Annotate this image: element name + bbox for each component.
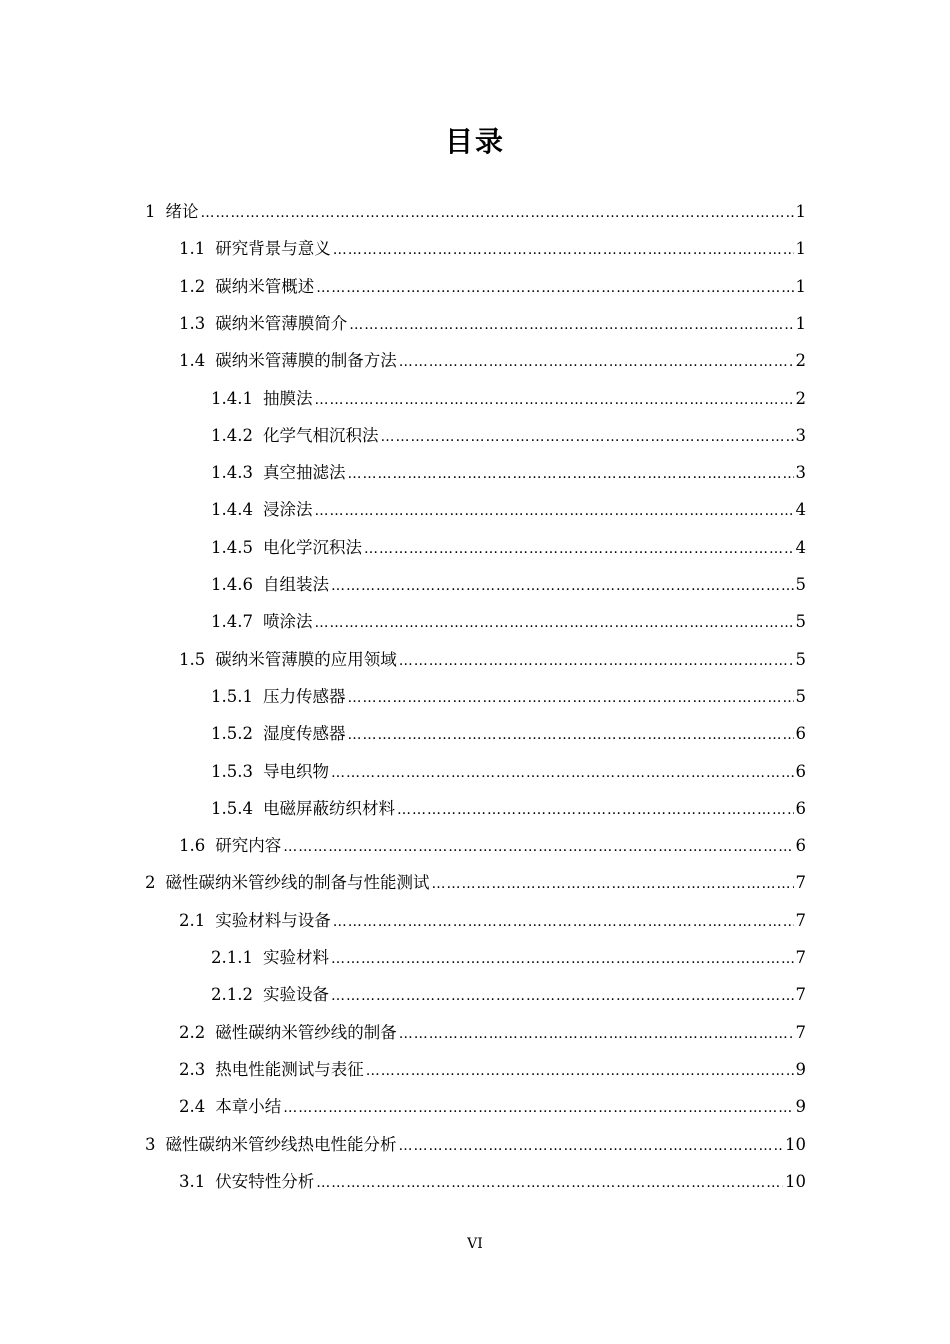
toc-entry-number: 2 bbox=[145, 873, 156, 893]
toc-entry-page: 1 bbox=[795, 276, 806, 296]
toc-entry-number: 1.5 bbox=[179, 649, 206, 669]
dot-leader bbox=[347, 727, 793, 743]
toc-entry-title: 实验设备 bbox=[262, 985, 329, 1005]
toc-entry[interactable] bbox=[179, 347, 806, 371]
toc-entry-title: 本章小结 bbox=[215, 1097, 282, 1117]
dot-leader bbox=[399, 354, 794, 370]
toc-entry-number: 1 bbox=[145, 202, 156, 221]
toc-entry-number: 1.5.3 bbox=[211, 761, 253, 781]
dot-leader bbox=[347, 690, 793, 706]
toc-entry-page: 10 bbox=[785, 1134, 806, 1154]
dot-leader bbox=[399, 1138, 784, 1154]
toc-entry-number: 1.5.4 bbox=[211, 798, 253, 818]
page-number: VI bbox=[467, 1236, 483, 1252]
toc-entry-page: 7 bbox=[795, 910, 806, 930]
toc-entry-page: 7 bbox=[795, 1022, 806, 1042]
toc-entry-title: 绪论 bbox=[165, 202, 199, 221]
dot-leader bbox=[333, 914, 794, 930]
toc-entry[interactable] bbox=[179, 832, 806, 856]
toc-entry-number: 1.4 bbox=[179, 351, 206, 371]
toc-entry-page: 9 bbox=[795, 1097, 806, 1117]
toc-entry-number: 1.4.5 bbox=[211, 537, 253, 557]
toc-entry-page: 9 bbox=[795, 1059, 806, 1079]
dot-leader bbox=[380, 429, 793, 445]
toc-entry-title: 碳纳米管薄膜的应用领域 bbox=[215, 649, 397, 669]
toc-entry-page: 5 bbox=[795, 686, 806, 706]
dot-leader bbox=[364, 541, 794, 557]
toc-entry-title: 浸涂法 bbox=[262, 500, 313, 520]
toc-entry-page: 6 bbox=[795, 761, 806, 781]
toc-entry-title: 电磁屏蔽纺织材料 bbox=[262, 798, 395, 818]
toc-entry-page: 1 bbox=[795, 313, 806, 333]
dot-leader bbox=[314, 615, 793, 631]
toc-entry-number: 1.2 bbox=[179, 276, 206, 296]
toc-entry-number: 1.3 bbox=[179, 313, 206, 333]
toc-entry-page: 3 bbox=[795, 463, 806, 483]
toc-entry-title: 抽膜法 bbox=[262, 388, 313, 408]
toc-entry-page: 2 bbox=[795, 351, 806, 371]
toc-entry-page: 6 bbox=[795, 798, 806, 818]
dot-leader bbox=[283, 839, 793, 855]
toc-entry-page: 10 bbox=[785, 1171, 806, 1191]
toc-entry[interactable] bbox=[211, 571, 806, 595]
toc-entry-number: 1.4.7 bbox=[211, 612, 253, 632]
toc-entry-number: 1.4.2 bbox=[211, 425, 253, 445]
toc-entry-page: 5 bbox=[795, 575, 806, 594]
toc-entry[interactable] bbox=[211, 534, 806, 558]
toc-entry-page: 1 bbox=[795, 239, 806, 259]
toc-entry-title: 喷涂法 bbox=[262, 612, 313, 632]
toc-entry-number: 1.4.1 bbox=[211, 388, 253, 408]
toc-entry-page: 6 bbox=[795, 836, 806, 856]
toc-entry-page: 7 bbox=[795, 985, 806, 1005]
toc-entry[interactable] bbox=[211, 422, 806, 446]
toc-entry[interactable] bbox=[179, 1019, 806, 1043]
toc-entry[interactable] bbox=[179, 1168, 806, 1192]
dot-leader bbox=[347, 466, 793, 482]
toc-entry-page: 5 bbox=[795, 649, 806, 669]
toc-entry[interactable] bbox=[179, 1093, 806, 1117]
toc-entry[interactable] bbox=[179, 1056, 806, 1080]
toc-entry-number: 1.4.3 bbox=[211, 463, 253, 483]
toc-entry-number: 2.1.1 bbox=[211, 948, 253, 967]
dot-leader bbox=[397, 802, 794, 818]
toc-entry-page: 5 bbox=[795, 612, 806, 632]
dot-leader bbox=[331, 988, 794, 1004]
dot-leader bbox=[331, 765, 794, 781]
toc-entry-title: 磁性碳纳米管纱线热电性能分析 bbox=[165, 1134, 397, 1154]
toc-entry-title: 研究背景与意义 bbox=[215, 239, 331, 259]
dot-leader bbox=[316, 280, 793, 296]
toc-entry[interactable] bbox=[145, 869, 806, 893]
toc-entry-page: 7 bbox=[795, 948, 806, 967]
toc-entry-number: 2.1 bbox=[179, 910, 206, 930]
toc-entry-title: 电化学沉积法 bbox=[262, 537, 362, 557]
dot-leader bbox=[366, 1063, 794, 1079]
toc-entry-title: 磁性碳纳米管纱线的制备 bbox=[215, 1022, 397, 1042]
toc-entry-title: 实验材料与设备 bbox=[215, 910, 331, 930]
toc-entry-number: 2.1.2 bbox=[211, 985, 253, 1005]
dot-leader bbox=[333, 242, 794, 258]
toc-entry[interactable] bbox=[145, 198, 806, 222]
toc-entry-title: 碳纳米管概述 bbox=[215, 276, 315, 296]
dot-leader bbox=[314, 503, 793, 519]
dot-leader bbox=[283, 1100, 793, 1116]
toc-entry-page: 1 bbox=[795, 202, 806, 221]
toc-entry-title: 真空抽滤法 bbox=[262, 463, 346, 483]
toc-entry-page: 2 bbox=[795, 388, 806, 408]
toc-entry-title: 实验材料 bbox=[262, 948, 329, 967]
dot-leader bbox=[331, 578, 794, 594]
toc-entry-number: 1.4.6 bbox=[211, 575, 253, 594]
toc-entry[interactable] bbox=[211, 981, 806, 1005]
toc-entry-number: 3 bbox=[145, 1134, 156, 1154]
toc-entry[interactable] bbox=[145, 1131, 806, 1155]
dot-leader bbox=[399, 653, 794, 669]
toc-entry-title: 化学气相沉积法 bbox=[262, 425, 379, 445]
toc-entry-number: 1.1 bbox=[179, 239, 206, 259]
toc-entry-page: 7 bbox=[795, 873, 806, 893]
toc-entry-title: 伏安特性分析 bbox=[215, 1171, 315, 1191]
toc-entry-title: 研究内容 bbox=[215, 836, 282, 856]
toc-entry[interactable] bbox=[211, 944, 806, 968]
dot-leader bbox=[201, 205, 794, 221]
toc-entry-page: 3 bbox=[795, 425, 806, 445]
toc-entry-title: 热电性能测试与表征 bbox=[215, 1059, 364, 1079]
toc-entry[interactable] bbox=[179, 646, 806, 670]
toc-entry-number: 1.5.2 bbox=[211, 724, 253, 744]
toc-entry-number: 2.2 bbox=[179, 1022, 206, 1042]
toc-entry[interactable] bbox=[211, 459, 806, 483]
toc-entry[interactable] bbox=[179, 907, 806, 931]
toc-entry[interactable] bbox=[179, 273, 806, 297]
toc-entry-number: 1.4.4 bbox=[211, 500, 253, 520]
toc-entry-title: 导电织物 bbox=[262, 761, 329, 781]
dot-leader bbox=[314, 392, 793, 408]
toc-entry[interactable] bbox=[211, 683, 806, 707]
toc-entry-number: 1.6 bbox=[179, 836, 206, 856]
toc-entry[interactable] bbox=[211, 795, 806, 819]
toc-entry-number: 3.1 bbox=[179, 1171, 206, 1191]
toc-entry[interactable] bbox=[179, 235, 806, 259]
toc-entry[interactable] bbox=[211, 385, 806, 409]
toc-entry-title: 压力传感器 bbox=[262, 686, 346, 706]
toc-entry-number: 1.5.1 bbox=[211, 686, 253, 706]
toc-entry[interactable] bbox=[211, 496, 806, 520]
dot-leader bbox=[331, 951, 794, 967]
toc-entry[interactable] bbox=[211, 720, 806, 744]
toc-entry[interactable] bbox=[211, 608, 806, 632]
toc-entry-title: 磁性碳纳米管纱线的制备与性能测试 bbox=[165, 873, 430, 893]
toc-entry-title: 碳纳米管薄膜简介 bbox=[215, 313, 348, 333]
toc-entry-page: 6 bbox=[795, 724, 806, 744]
dot-leader bbox=[316, 1175, 783, 1191]
dot-leader bbox=[349, 317, 793, 333]
toc-entry-number: 2.3 bbox=[179, 1059, 206, 1079]
toc-entry-title: 碳纳米管薄膜的制备方法 bbox=[215, 351, 397, 371]
toc-entry-page: 4 bbox=[795, 500, 806, 520]
toc-entry[interactable] bbox=[179, 310, 806, 334]
toc-entry[interactable] bbox=[211, 758, 806, 782]
toc-entry-page: 4 bbox=[795, 537, 806, 557]
page-title: 目录 bbox=[444, 125, 505, 158]
toc-entry-title: 自组装法 bbox=[262, 575, 329, 594]
dot-leader bbox=[399, 1026, 794, 1042]
toc-entry-title: 湿度传感器 bbox=[262, 724, 346, 744]
toc-entry-number: 2.4 bbox=[179, 1097, 206, 1117]
dot-leader bbox=[432, 876, 794, 892]
